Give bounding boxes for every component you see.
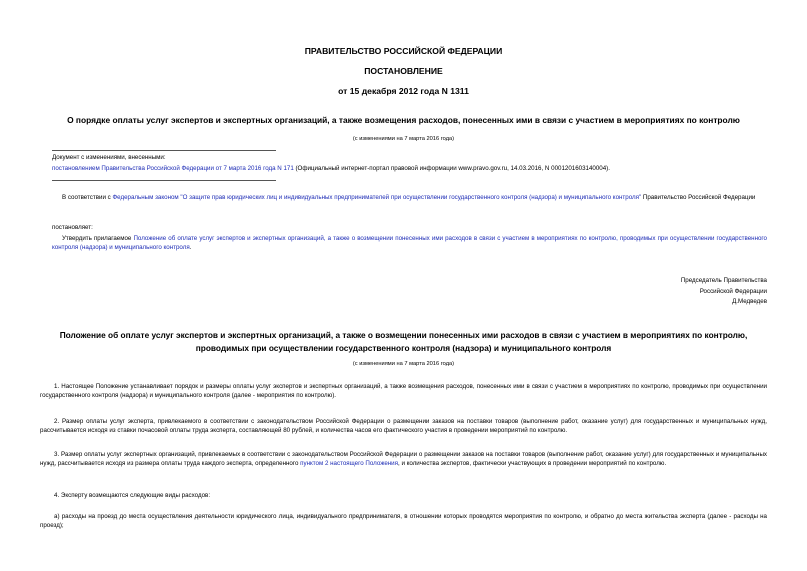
signature-block — [681, 276, 767, 308]
paragraph-1: 1. Настоящее Положение устанавливает порядок и размеры оплаты услуг экспертов и экспертных организаций, а также возмещения расходов, понесенных ими в связи с участием в мероприятиях по контролю, проводимых при осуществлении государственного контроля (надзора) и муниципального контроля (далее - мероприятия по контролю). — [40, 383, 767, 399]
preamble-pre: В соответствии с — [62, 194, 113, 201]
changes-line — [52, 165, 777, 174]
doc-type: ПОСТАНОВЛЕНИЕ — [364, 66, 443, 76]
signature-line-1: Председатель Правительства — [680, 277, 767, 284]
point-2-link[interactable]: пунктом 2 настоящего Положения — [300, 459, 398, 467]
regulation-amend-note: (с изменениями на 7 марта 2016 года) — [352, 361, 455, 367]
doc-amend-note: (с изменениями на 7 марта 2016 года) — [352, 136, 455, 142]
preamble-post: Правительство Российской Федерации — [641, 194, 756, 201]
approve-pre: Утвердить прилагаемое — [62, 235, 134, 242]
divider-top — [52, 150, 276, 151]
doc-authority: ПРАВИТЕЛЬСТВО РОССИЙСКОЙ ФЕДЕРАЦИИ — [304, 46, 503, 56]
paragraph-3 — [40, 451, 767, 468]
paragraph-3-pre: 3. Размер оплаты услуг экспертных организаций, привлекаемых в соответствии с законодательством Российской Федерации о размещении заказов на поставки товаров (выполнение работ, оказание услуг) для государственных и муниципальных нужд, рассчитывается исходя из размера оплаты труда каждого эксперта, определенного — [40, 451, 767, 467]
federal-law-link[interactable]: Федеральным законом "О защите прав юридических лиц и индивидуальных предпринимателей при осуществлении государственного контроля (надзора) и муниципального контроля" — [112, 194, 642, 201]
preamble — [52, 194, 767, 203]
paragraph-2: 2. Размер оплаты услуг эксперта, привлекаемого в соответствии с законодательством Российской Федерации о размещении заказов на поставки товаров (выполнение работ, оказание услуг) для государственных и муниципальных нужд, рассчитывается исходя из ставки почасовой оплаты труда эксперта, составляющей 80 рублей, и количества часов его фактического участия в проведении мероприятий по контролю. — [40, 418, 767, 434]
changes-link[interactable]: постановлением Правительства Российской Федерации от 7 марта 2016 года N 171 — [52, 165, 294, 172]
paragraph-3-post: , и количества экспертов, фактически участвующих в проведении мероприятий по контролю. — [398, 459, 667, 467]
approve-paragraph — [52, 235, 767, 252]
resolves-text: постановляет: — [52, 224, 93, 231]
doc-date-number: от 15 декабря 2012 года N 1311 — [338, 86, 469, 96]
changes-tail: (Официальный интернет-портал правовой информации www.pravo.gov.ru, 14.03.2016, N 0001201603140004). — [293, 165, 610, 172]
regulation-link[interactable]: Положение об оплате услуг экспертов и экспертных организаций, а также о возмещении понесенных ими расходов в связи с участием в мероприятиях по контролю, проводимых при осуществлении государственного контроля (надзора) и муниципального контроля — [52, 235, 767, 251]
doc-title: О порядке оплаты услуг экспертов и экспертных организаций, а также возмещения расходов, понесенных ими в связи с участием в мероприятиях по контролю — [67, 115, 740, 125]
regulation-title: Положение об оплате услуг экспертов и экспертных организаций, а также о возмещении понесенных ими расходов в связи с участием в мероприятиях по контролю, проводимых при осуществлении государственного контроля (надзора) и муниципального контроля — [59, 330, 748, 353]
signature-line-2: Российской Федерации — [699, 287, 767, 295]
divider-bottom — [52, 180, 276, 181]
paragraph-4a: а) расходы на проезд до места осуществления деятельности юридического лица, индивидуального предпринимателя, в отношении которых проводятся мероприятия по контролю, и обратно до места жительства эксперта (далее - расходы на проезд); — [40, 513, 767, 529]
paragraph-4: 4. Эксперту возмещаются следующие виды расходов: — [54, 492, 211, 499]
signature-line-3: Д.Медведев — [732, 298, 767, 305]
changes-label: Документ с изменениями, внесенными: — [52, 154, 166, 161]
approve-post: . — [189, 243, 192, 251]
